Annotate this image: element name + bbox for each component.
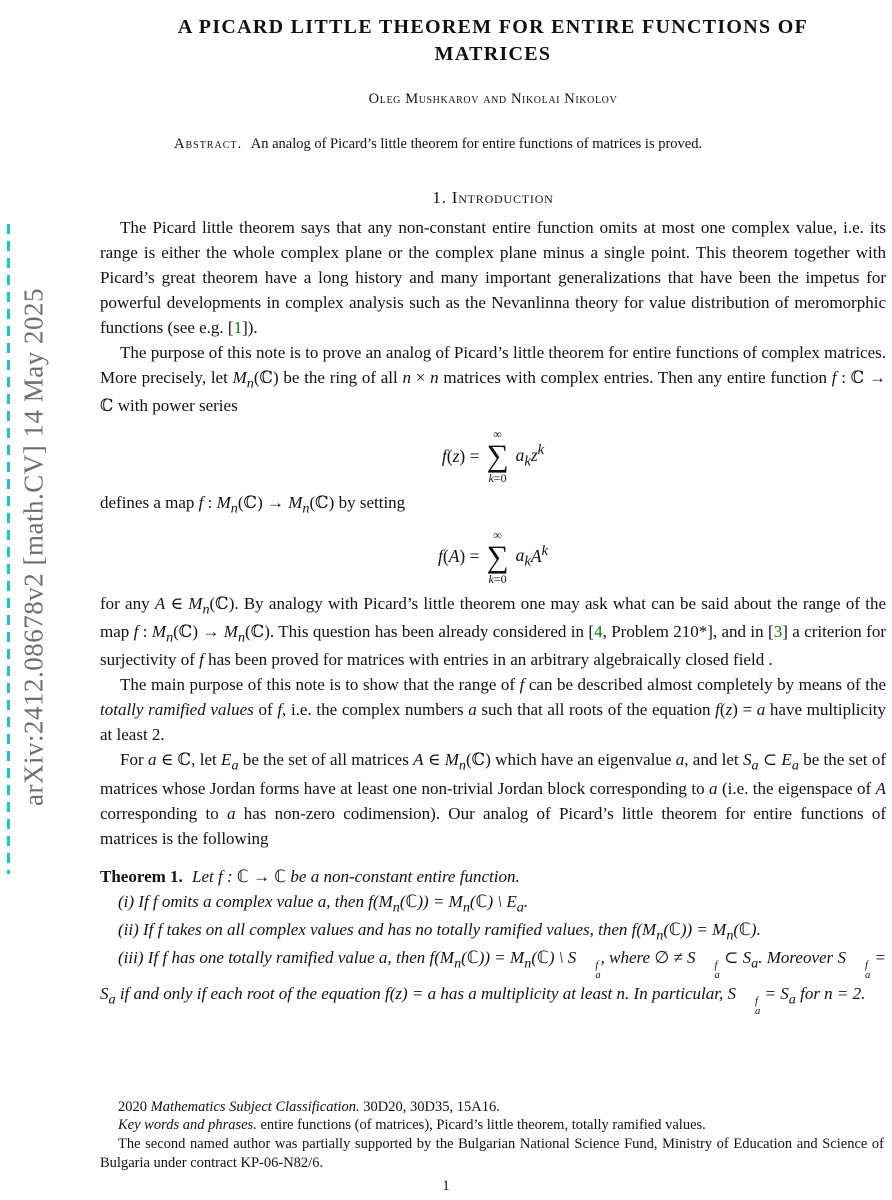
citation-link-3[interactable]: 3 [773, 622, 783, 642]
sigma-glyph: ∑ [486, 437, 509, 473]
equation-rhs: $a_kA^k$ [515, 542, 548, 570]
section-heading-introduction: 1. Introduction [432, 187, 554, 207]
equation-lhs: f(A) = [437, 546, 480, 567]
equation-lhs: f(z) = [441, 445, 480, 466]
page-number: 1 [442, 1178, 450, 1194]
paragraph-picard-little-theorem: The Picard little theorem says that any non-constant entire function omits at most one complex value, i.e. its range is either the whole complex plane or the complex plane minus a single point. This theorem together with Picard’s great theorem have a long history and many important generalizations that have been the impetus for powerful developments in complex analysis such as the Nevanlinna theory for value distribution of meromorphic functions (see e.g. [1]). [100, 217, 886, 337]
equation-power-series-z [100, 428, 886, 484]
summation-symbol [486, 529, 508, 585]
authors-line: Oleg Mushkarov and Nikolai Nikolov [368, 91, 618, 107]
theorem-1-item-i: (i) If f omits a complex value a, then $f(M_n(ℂ))$ = $M_n(ℂ)$ \ $E_a$. [118, 891, 529, 915]
paragraph-defines-map: defines a map f : $M_n(ℂ)$ → $M_n(ℂ)$ by setting [100, 493, 406, 517]
citation-link-4[interactable]: 4 [594, 622, 603, 642]
sum-lower-limit: k=0 [488, 572, 507, 587]
theorem-1-label: Theorem 1. [100, 866, 183, 886]
paper-title: A PICARD LITTLE THEOREM FOR ENTIRE FUNCTIONS OF MATRICES [177, 16, 809, 65]
theorem-1-statement: Let f : ℂ → ℂ be a non-constant entire function. [192, 866, 520, 886]
sigma-glyph: ∑ [486, 538, 509, 574]
footnote-block [100, 1098, 884, 1173]
equation-power-series-A [100, 529, 886, 585]
msc-line: 2020 Mathematics Subject Classification. 30D20, 30D35, 15A16. [118, 1098, 500, 1115]
abstract-block [162, 135, 830, 154]
paragraph-main-purpose: The main purpose of this note is to show that the range of f can be described almost completely by means of the totally ramified values of f, i.e. the complex numbers a such that all roots of the equation f(z) = a have multiplicity at least 2. [100, 675, 887, 745]
sum-upper-limit: ∞ [493, 426, 502, 441]
equation-rhs: $a_kz^k$ [515, 442, 545, 470]
keywords-line: Key words and phrases. entire functions (of matrices), Picard’s little theorem, totally ramified values. [118, 1117, 706, 1134]
arxiv-stamp-link[interactable]: arXiv:2412.08678v2 [math.CV] 14 May 2025 [18, 288, 49, 806]
theorem-1-item-iii: (iii) If f has one totally ramified value a, then $f(M_n(ℂ))$ = $M_n(ℂ)$ \ S f a , where ∅ ≠ S f a ⊂ $S_a$. Moreover S f a = $S_a$ if and only if each root of the equation f(z) = a has a multiplicity at least n. In particular, S f a = $S_a$ for n = 2. [100, 948, 886, 1018]
sum-lower-limit: k=0 [488, 471, 507, 486]
theorem-1-item-ii: (ii) If f takes on all complex values and has no totally ramified values, then $f(M_n(ℂ))$ = $M_n(ℂ)$. [118, 919, 761, 944]
abstract-text: An analog of Picard’s little theorem for entire functions of matrices is proved. [250, 136, 703, 152]
arxiv-stamp-dashed-line [7, 224, 10, 874]
sum-upper-limit: ∞ [493, 527, 502, 542]
abstract-label: Abstract. [174, 136, 243, 152]
paragraph-purpose-of-note: The purpose of this note is to prove an analog of Picard’s little theorem for entire functions of complex matrices. More precisely, let $M_n(ℂ)$ be the ring of all n × n matrices with complex entries. Then any entire function f : ℂ → ℂ with power series [100, 342, 886, 415]
paragraph-definitions-Ea-Sa: For a ∈ ℂ, let $E_a$ be the set of all matrices A ∈ $M_n(ℂ)$ which have an eigenvalue a, and let $S_a$ ⊂ $E_a$ be the set of matrices whose Jordan forms have at least one non-trivial Jordan block corresponding to a (i.e. the eigenspace of A corresponding to a has non-zero codimension). Our analog of Picard’s little theorem for entire functions of matrices is the following [100, 750, 886, 848]
funding-line: The second named author was partially supported by the Bulgarian National Science Fund, Ministry of Education and Science of Bulgaria under contract KP-06-N82/6. [100, 1136, 884, 1172]
paragraph-range-question: for any A ∈ $M_n(ℂ)$. By analogy with Picard’s little theorem one may ask what can be said about the range of the map f : $M_n(ℂ)$ → $M_n(ℂ)$. This question has been already considered in [4, Problem 210*], and in [3] a criterion for surjectivity of f has been proved for matrices with entries in an arbitrary algebraically closed field . [100, 594, 886, 670]
theorem-1-head [100, 865, 886, 890]
summation-symbol [486, 428, 508, 484]
citation-link-1[interactable]: 1 [233, 317, 243, 337]
